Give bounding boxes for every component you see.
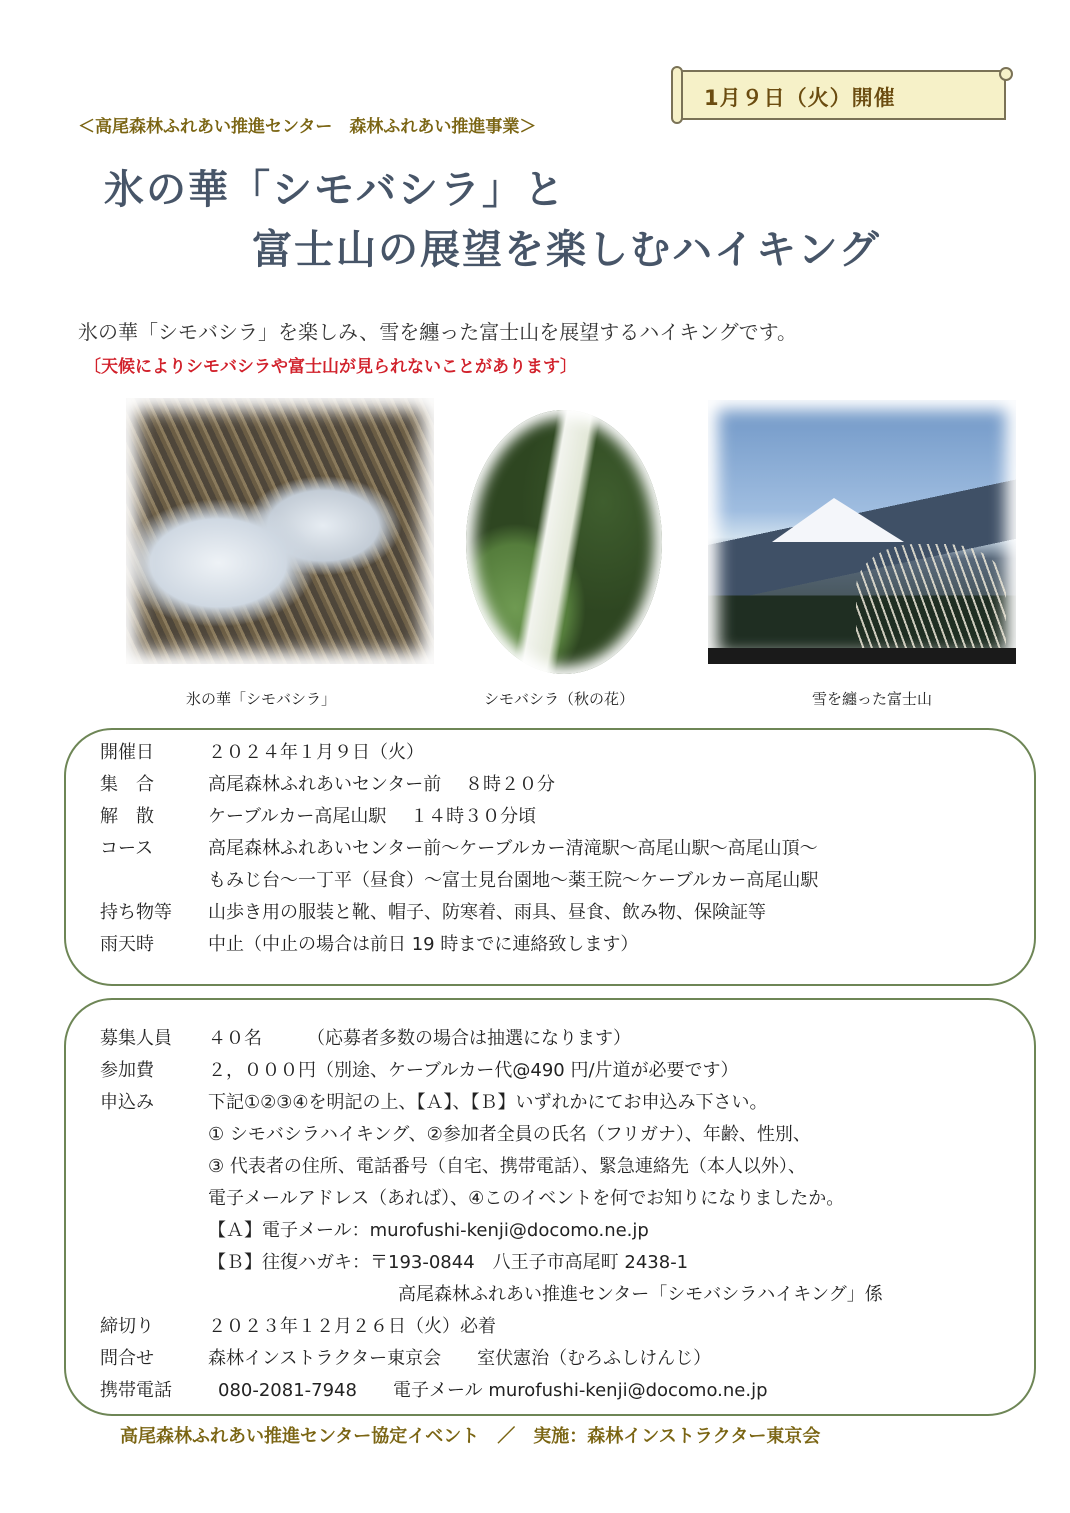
title-line-1: 氷の華「シモバシラ」と (104, 167, 566, 213)
scroll-curl-right (999, 67, 1013, 81)
contact-value: 森林インストラクター東京会 室伏憲治（むろふしけんじ） (208, 1348, 712, 1369)
event-details-box (64, 728, 1036, 986)
apply-method-b-recipient: 高尾森林ふれあい推進センター「シモバシラハイキング」係 (398, 1284, 883, 1305)
photo-caption-3: 雪を纏った富士山 (812, 690, 933, 708)
apply-method-a: 【Ａ】電子メール：murofushi-kenji@docomo.ne.jp (208, 1220, 649, 1241)
photo-caption-2: シモバシラ（秋の花） (484, 690, 635, 708)
fee-label: 参加費 (100, 1060, 154, 1081)
photo-caption-1: 氷の華「シモバシラ」 (186, 690, 337, 708)
scroll-curl-left (671, 66, 683, 124)
meet-value: 高尾森林ふれあいセンター前 ８時２０分 (208, 774, 555, 795)
apply-line-1: 下記①②③④を明記の上、【Ａ】、【Ｂ】いずれかにてお申込み下さい。 (208, 1092, 768, 1113)
weather-note: 〔天候によりシモバシラや富士山が見られないことがあります〕 (84, 357, 577, 377)
photo-mt-fuji (708, 400, 1016, 664)
railing (708, 648, 1016, 664)
dismiss-value: ケーブルカー高尾山駅 １４時３０分頃 (208, 806, 537, 827)
capacity-value: ４０名 （応募者多数の場合は抽選になります） (208, 1028, 631, 1049)
photo-shimobashira-flower (466, 410, 662, 674)
items-value: 山歩き用の服装と靴、帽子、防寒着、雨具、昼食、飲み物、保険証等 (208, 902, 766, 923)
items-label: 持ち物等 (100, 902, 172, 923)
mobile-label: 携帯電話 (100, 1380, 172, 1401)
deadline-value: ２０２３年１２月２６日（火）必着 (208, 1316, 496, 1337)
application-box (64, 998, 1036, 1416)
photo-ice-flower (126, 398, 434, 664)
contact-label: 問合せ (100, 1348, 154, 1369)
fee-value: ２，０００円（別途、ケーブルカー代@490 円/片道が必要です） (208, 1060, 739, 1081)
apply-label: 申込み (100, 1092, 154, 1113)
meet-label: 集 合 (100, 774, 154, 795)
event-date-banner-text: 1月９日（火）開催 (704, 86, 896, 110)
mt-fuji-snowcap (772, 498, 904, 542)
pampas-grass (856, 544, 1006, 654)
title-line-2: 富士山の展望を楽しむハイキング (252, 227, 881, 273)
apply-method-b: 【Ｂ】往復ハガキ：〒193-0844 八王子市高尾町 2438-1 (208, 1252, 689, 1273)
capacity-label: 募集人員 (100, 1028, 172, 1049)
footer-text: 高尾森林ふれあい推進センター協定イベント ／ 実施：森林インストラクター東京会 (120, 1426, 821, 1447)
dismiss-label: 解 散 (100, 806, 154, 827)
date-value: ２０２４年１月９日（火） (208, 742, 424, 763)
course-label: コース (100, 838, 154, 859)
lead-text: 氷の華「シモバシラ」を楽しみ、雪を纏った富士山を展望するハイキングです。 (78, 320, 797, 344)
course-line-1: 高尾森林ふれあいセンター前～ケーブルカー清滝駅～高尾山駅～高尾山頂～ (208, 838, 818, 859)
apply-line-3: ③ 代表者の住所、電話番号（自宅、携帯電話）、緊急連絡先（本人以外）、 (208, 1156, 806, 1177)
date-banner (676, 70, 1006, 120)
organizer-line: ＜高尾森林ふれあい推進センター 森林ふれあい推進事業＞ (78, 117, 537, 137)
deadline-label: 締切り (100, 1316, 154, 1337)
rain-label: 雨天時 (100, 934, 154, 955)
mobile-value: 080-2081-7948 電子メール murofushi-kenji@docomo.ne.jp (218, 1380, 768, 1401)
rain-value: 中止（中止の場合は前日 19 時までに連絡致します） (208, 934, 639, 955)
apply-line-4: 電子メールアドレス（あれば）、④このイベントを何でお知りになりましたか。 (208, 1188, 845, 1209)
date-label: 開催日 (100, 742, 154, 763)
course-line-2: もみじ台～一丁平（昼食）～富士見台園地～薬王院～ケーブルカー高尾山駅 (208, 870, 819, 891)
apply-line-2: ① シモバシラハイキング、②参加者全員の氏名（フリガナ）、年齢、性別、 (208, 1124, 811, 1145)
